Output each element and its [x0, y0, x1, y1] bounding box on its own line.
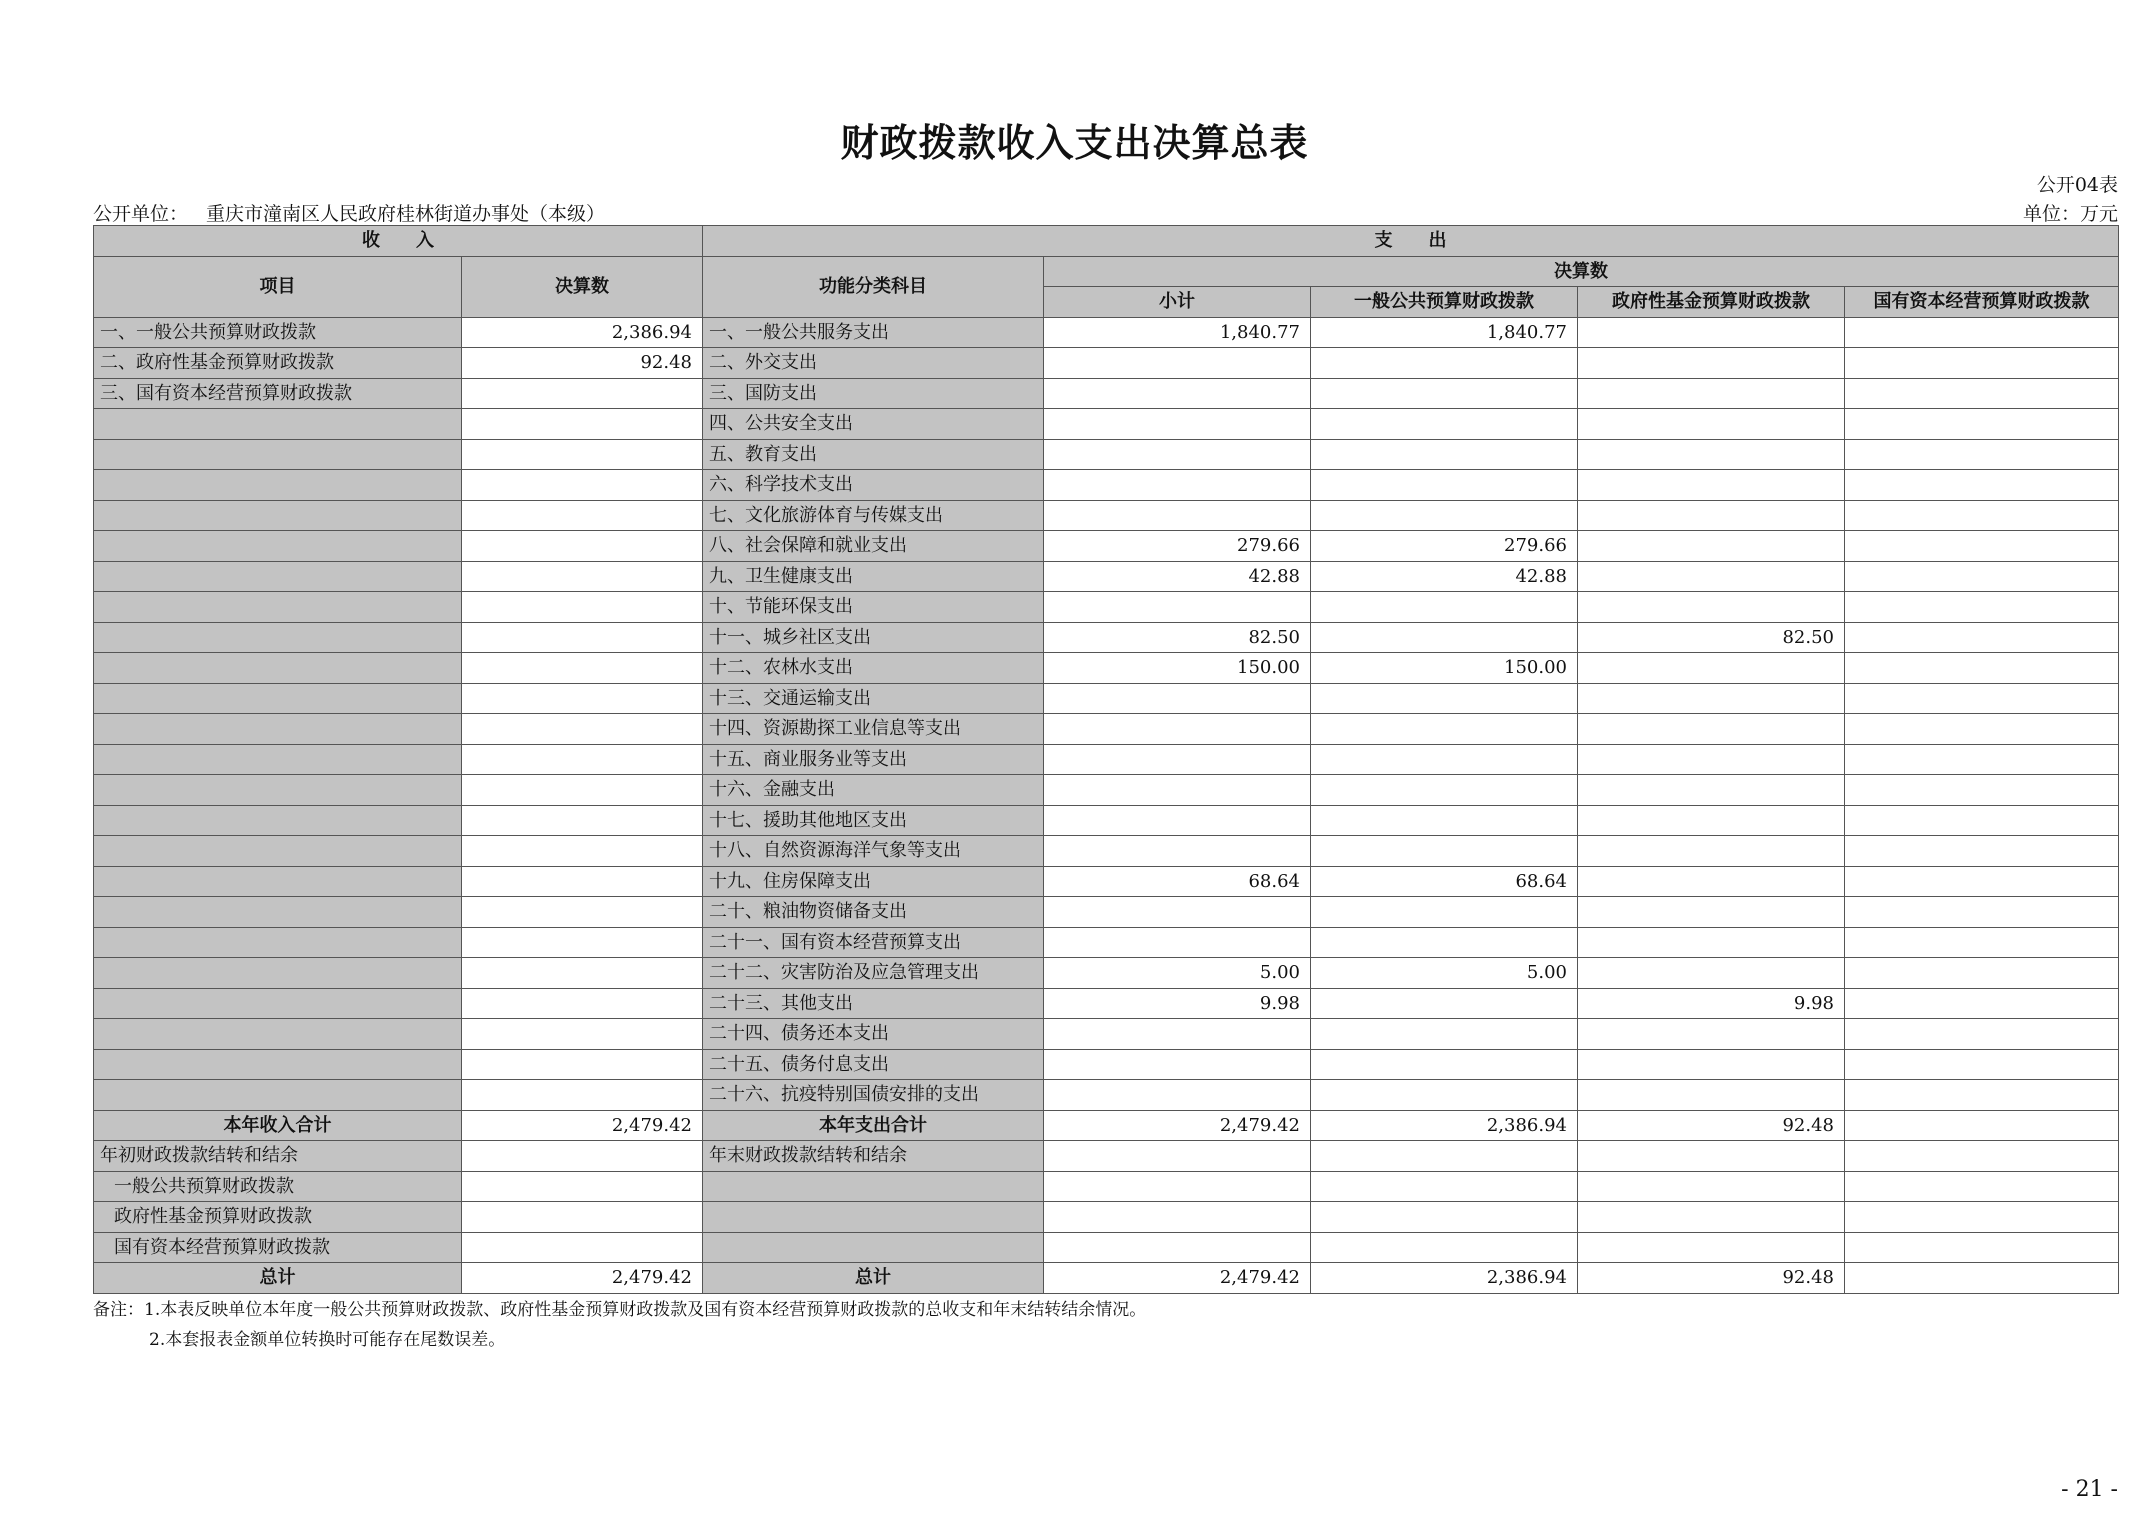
- expense-item: 六、科学技术支出: [703, 470, 1044, 501]
- expense-capital: [1845, 561, 2119, 592]
- expense-item: 七、文化旅游体育与传媒支出: [703, 500, 1044, 531]
- general-budget-header: 一般公共预算财政拨款: [1311, 287, 1578, 318]
- income-item: 三、国有资本经营预算财政拨款: [94, 378, 462, 409]
- expense-item: 十二、农林水支出: [703, 653, 1044, 684]
- income-item: [94, 805, 462, 836]
- carry-sub-cell: [1578, 1202, 1845, 1233]
- expense-item: 十三、交通运输支出: [703, 683, 1044, 714]
- summary-body: [94, 1110, 2119, 1293]
- income-item: [94, 409, 462, 440]
- income-item: [94, 470, 462, 501]
- income-amount: [462, 958, 703, 989]
- expense-fund: [1578, 744, 1845, 775]
- income-item: [94, 775, 462, 806]
- income-amount: [462, 927, 703, 958]
- expense-item: 四、公共安全支出: [703, 409, 1044, 440]
- begin-balance-value: [462, 1141, 703, 1172]
- expense-subtotal: [1044, 500, 1311, 531]
- income-item: [94, 744, 462, 775]
- expense-item: 九、卫生健康支出: [703, 561, 1044, 592]
- income-amount: [462, 622, 703, 653]
- expense-subtotal: [1044, 409, 1311, 440]
- income-amount: [462, 805, 703, 836]
- expense-subtotal: 9.98: [1044, 988, 1311, 1019]
- expense-item: 一、一般公共服务支出: [703, 317, 1044, 348]
- income-amount: [462, 439, 703, 470]
- carry-sub-item: 国有资本经营预算财政拨款: [94, 1232, 462, 1263]
- expense-general: 1,840.77: [1311, 317, 1578, 348]
- carry-sub-value: [462, 1232, 703, 1263]
- grand-income-total-value: 2,479.42: [462, 1263, 703, 1294]
- income-amount: [462, 866, 703, 897]
- income-amount: [462, 378, 703, 409]
- expense-item: 二十三、其他支出: [703, 988, 1044, 1019]
- carry-sub-cell: [1044, 1171, 1311, 1202]
- expense-item: 二十、粮油物资储备支出: [703, 897, 1044, 928]
- table-row: [94, 897, 2119, 928]
- end-balance-fund: [1578, 1141, 1845, 1172]
- income-item: [94, 836, 462, 867]
- expense-fund: [1578, 897, 1845, 928]
- expense-general: [1311, 1080, 1578, 1111]
- money-unit: 单位：万元: [2022, 203, 2118, 225]
- unit-info-row: [93, 199, 2118, 225]
- expense-capital: [1845, 1080, 2119, 1111]
- organization: [93, 199, 605, 226]
- income-item: [94, 897, 462, 928]
- expense-item: 二十二、灾害防治及应急管理支出: [703, 958, 1044, 989]
- expense-capital: [1845, 317, 2119, 348]
- expense-fund: [1578, 927, 1845, 958]
- table-row: [94, 927, 2119, 958]
- expense-capital: [1845, 531, 2119, 562]
- carry-sub-cell: [1578, 1232, 1845, 1263]
- table-row: [94, 531, 2119, 562]
- expense-fund: [1578, 714, 1845, 745]
- expense-general: [1311, 897, 1578, 928]
- income-item: [94, 439, 462, 470]
- expense-subtotal: [1044, 805, 1311, 836]
- income-item: [94, 958, 462, 989]
- table-row: [94, 409, 2119, 440]
- expense-subtotal: 42.88: [1044, 561, 1311, 592]
- expense-header: 支 出: [703, 226, 2119, 257]
- income-amount: [462, 1080, 703, 1111]
- expense-capital: [1845, 500, 2119, 531]
- expense-fund: [1578, 958, 1845, 989]
- expense-capital: [1845, 988, 2119, 1019]
- expense-fund: [1578, 1080, 1845, 1111]
- expense-subtotal: 279.66: [1044, 531, 1311, 562]
- income-amount: [462, 775, 703, 806]
- expense-subtotal: 82.50: [1044, 622, 1311, 653]
- income-item: [94, 1049, 462, 1080]
- expense-general: [1311, 1049, 1578, 1080]
- income-amount: [462, 836, 703, 867]
- expense-fund: [1578, 439, 1845, 470]
- carry-sub-cell: [1311, 1171, 1578, 1202]
- table-row: [94, 866, 2119, 897]
- income-item: 一、一般公共预算财政拨款: [94, 317, 462, 348]
- grand-income-total-label: 总计: [94, 1263, 462, 1294]
- carry-sub-cell: [1845, 1232, 2119, 1263]
- carry-sub-value: [462, 1202, 703, 1233]
- form-number: 公开04表: [2036, 174, 2118, 196]
- expense-fund: 82.50: [1578, 622, 1845, 653]
- expense-fund: [1578, 500, 1845, 531]
- carry-sub-cell: [1044, 1232, 1311, 1263]
- carry-sub-cell: [1845, 1202, 2119, 1233]
- grand-expense-general: 2,386.94: [1311, 1263, 1578, 1294]
- end-balance-general: [1311, 1141, 1578, 1172]
- expense-fund: [1578, 805, 1845, 836]
- expense-capital: [1845, 683, 2119, 714]
- end-balance-capital: [1845, 1141, 2119, 1172]
- subtotal-header: 小计: [1044, 287, 1311, 318]
- table-row: [94, 439, 2119, 470]
- expense-subtotal: [1044, 836, 1311, 867]
- year-expense-general: 2,386.94: [1311, 1110, 1578, 1141]
- expense-general: 279.66: [1311, 531, 1578, 562]
- note-1: 备注：1.本表反映单位本年度一般公共预算财政拨款、政府性基金预算财政拨款及国有资本经营预算财政拨款的总收支和年末结转结余情况。: [93, 1300, 1147, 1320]
- income-amount: [462, 897, 703, 928]
- expense-item: 十六、金融支出: [703, 775, 1044, 806]
- item-header: 项目: [94, 256, 462, 317]
- gov-fund-header: 政府性基金预算财政拨款: [1578, 287, 1845, 318]
- expense-capital: [1845, 866, 2119, 897]
- expense-capital: [1845, 592, 2119, 623]
- income-item: [94, 714, 462, 745]
- expense-general: [1311, 744, 1578, 775]
- expense-subtotal: [1044, 1049, 1311, 1080]
- table-row: [94, 378, 2119, 409]
- expense-subtotal: [1044, 744, 1311, 775]
- carry-sub-cell: [1311, 1202, 1578, 1233]
- grand-expense-total-label: 总计: [703, 1263, 1044, 1294]
- expense-general: [1311, 836, 1578, 867]
- income-amount: [462, 653, 703, 684]
- table-row: [94, 683, 2119, 714]
- income-item: [94, 866, 462, 897]
- income-item: [94, 988, 462, 1019]
- income-item: [94, 683, 462, 714]
- expense-subtotal: [1044, 897, 1311, 928]
- income-amount: [462, 592, 703, 623]
- notes: [93, 1295, 1146, 1355]
- carry-row: [94, 1141, 2119, 1172]
- budget-table: [93, 225, 2119, 1294]
- income-amount: 2,386.94: [462, 317, 703, 348]
- expense-capital: [1845, 622, 2119, 653]
- expense-general: [1311, 988, 1578, 1019]
- carry-sub-item: 政府性基金预算财政拨款: [94, 1202, 462, 1233]
- expense-subtotal: [1044, 714, 1311, 745]
- expense-subtotal: [1044, 683, 1311, 714]
- expense-general: [1311, 622, 1578, 653]
- final-amount-header: 决算数: [1044, 256, 2119, 287]
- expense-fund: [1578, 470, 1845, 501]
- expense-general: 5.00: [1311, 958, 1578, 989]
- year-total-row: [94, 1110, 2119, 1141]
- table-row: [94, 775, 2119, 806]
- income-item: [94, 1019, 462, 1050]
- carry-sub-cell: [1044, 1202, 1311, 1233]
- grand-expense-fund: 92.48: [1578, 1263, 1845, 1294]
- expense-general: [1311, 348, 1578, 379]
- expense-item: 二、外交支出: [703, 348, 1044, 379]
- expense-fund: [1578, 409, 1845, 440]
- table-row: [94, 1049, 2119, 1080]
- expense-item: 二十一、国有资本经营预算支出: [703, 927, 1044, 958]
- expense-general: [1311, 470, 1578, 501]
- expense-capital: [1845, 439, 2119, 470]
- carry-sub-row: [94, 1232, 2119, 1263]
- expense-capital: [1845, 897, 2119, 928]
- expense-fund: [1578, 561, 1845, 592]
- income-item: [94, 927, 462, 958]
- expense-capital: [1845, 378, 2119, 409]
- expense-capital: [1845, 409, 2119, 440]
- carry-sub-item: 一般公共预算财政拨款: [94, 1171, 462, 1202]
- state-capital-header: 国有资本经营预算财政拨款: [1845, 287, 2119, 318]
- expense-capital: [1845, 775, 2119, 806]
- expense-general: 68.64: [1311, 866, 1578, 897]
- income-amount: [462, 561, 703, 592]
- table-row: [94, 805, 2119, 836]
- expense-general: [1311, 1019, 1578, 1050]
- expense-fund: 9.98: [1578, 988, 1845, 1019]
- expense-fund: [1578, 866, 1845, 897]
- income-item: [94, 592, 462, 623]
- carry-sub-row: [94, 1171, 2119, 1202]
- income-amount: [462, 531, 703, 562]
- expense-capital: [1845, 1019, 2119, 1050]
- expense-item: 三、国防支出: [703, 378, 1044, 409]
- begin-balance-label: 年初财政拨款结转和结余: [94, 1141, 462, 1172]
- amount-header: 决算数: [462, 256, 703, 317]
- expense-item: 二十四、债务还本支出: [703, 1019, 1044, 1050]
- income-item: [94, 622, 462, 653]
- expense-general: [1311, 714, 1578, 745]
- unit-label: 公开单位：: [93, 203, 189, 225]
- expense-general: [1311, 683, 1578, 714]
- expense-subtotal: [1044, 775, 1311, 806]
- carry-sub-exp: [703, 1202, 1044, 1233]
- income-amount: [462, 1019, 703, 1050]
- income-amount: [462, 1049, 703, 1080]
- expense-fund: [1578, 836, 1845, 867]
- expense-fund: [1578, 348, 1845, 379]
- expense-item: 二十六、抗疫特别国债安排的支出: [703, 1080, 1044, 1111]
- income-amount: [462, 470, 703, 501]
- income-item: [94, 531, 462, 562]
- income-amount: [462, 409, 703, 440]
- unit-name: 重庆市潼南区人民政府桂林街道办事处（本级）: [206, 203, 606, 225]
- end-balance-label: 年末财政拨款结转和结余: [703, 1141, 1044, 1172]
- expense-capital: [1845, 744, 2119, 775]
- expense-item: 二十五、债务付息支出: [703, 1049, 1044, 1080]
- expense-fund: [1578, 592, 1845, 623]
- expense-item: 十八、自然资源海洋气象等支出: [703, 836, 1044, 867]
- expense-capital: [1845, 1049, 2119, 1080]
- expense-general: [1311, 775, 1578, 806]
- expense-subtotal: [1044, 1080, 1311, 1111]
- grand-total-row: [94, 1263, 2119, 1294]
- table-row: [94, 714, 2119, 745]
- income-header: 收 入: [94, 226, 703, 257]
- expense-fund: [1578, 683, 1845, 714]
- note-2: 2.本套报表金额单位转换时可能存在尾数误差。: [149, 1330, 506, 1350]
- expense-item: 八、社会保障和就业支出: [703, 531, 1044, 562]
- income-amount: 92.48: [462, 348, 703, 379]
- grand-expense-subtotal: 2,479.42: [1044, 1263, 1311, 1294]
- income-amount: [462, 500, 703, 531]
- income-amount: [462, 744, 703, 775]
- year-expense-capital: [1845, 1110, 2119, 1141]
- page-number: - 21 -: [2061, 1477, 2118, 1502]
- expense-item: 十五、商业服务业等支出: [703, 744, 1044, 775]
- carry-sub-cell: [1578, 1171, 1845, 1202]
- expense-general: [1311, 378, 1578, 409]
- expense-capital: [1845, 927, 2119, 958]
- table-row: [94, 622, 2119, 653]
- table-row: [94, 470, 2119, 501]
- expense-subtotal: [1044, 348, 1311, 379]
- year-income-total-label: 本年收入合计: [94, 1110, 462, 1141]
- expense-capital: [1845, 836, 2119, 867]
- page-title: 财政拨款收入支出决算总表: [840, 121, 1309, 165]
- expense-general: [1311, 927, 1578, 958]
- table-row: [94, 958, 2119, 989]
- table-row: [94, 500, 2119, 531]
- expense-item: 十一、城乡社区支出: [703, 622, 1044, 653]
- carry-sub-row: [94, 1202, 2119, 1233]
- carry-sub-cell: [1311, 1232, 1578, 1263]
- income-item: 二、政府性基金预算财政拨款: [94, 348, 462, 379]
- table-row: [94, 348, 2119, 379]
- expense-fund: [1578, 531, 1845, 562]
- expense-general: [1311, 592, 1578, 623]
- carry-sub-exp: [703, 1232, 1044, 1263]
- func-class-header: 功能分类科目: [703, 256, 1044, 317]
- income-item: [94, 1080, 462, 1111]
- table-row: [94, 653, 2119, 684]
- income-item: [94, 500, 462, 531]
- table-row: [94, 988, 2119, 1019]
- table-row: [94, 836, 2119, 867]
- expense-fund: [1578, 378, 1845, 409]
- table-row: [94, 592, 2119, 623]
- expense-general: 150.00: [1311, 653, 1578, 684]
- expense-subtotal: [1044, 378, 1311, 409]
- table-row: [94, 744, 2119, 775]
- expense-capital: [1845, 348, 2119, 379]
- expense-capital: [1845, 958, 2119, 989]
- expense-item: 十七、援助其他地区支出: [703, 805, 1044, 836]
- expense-general: [1311, 805, 1578, 836]
- table-row: [94, 1080, 2119, 1111]
- expense-subtotal: 68.64: [1044, 866, 1311, 897]
- carry-sub-value: [462, 1171, 703, 1202]
- expense-general: [1311, 409, 1578, 440]
- expense-capital: [1845, 470, 2119, 501]
- expense-capital: [1845, 714, 2119, 745]
- expense-subtotal: [1044, 927, 1311, 958]
- table-row: [94, 1019, 2119, 1050]
- expense-fund: [1578, 1019, 1845, 1050]
- expense-fund: [1578, 1049, 1845, 1080]
- income-amount: [462, 683, 703, 714]
- expense-subtotal: [1044, 439, 1311, 470]
- expense-subtotal: 150.00: [1044, 653, 1311, 684]
- expense-fund: [1578, 653, 1845, 684]
- expense-subtotal: [1044, 1019, 1311, 1050]
- expense-general: [1311, 439, 1578, 470]
- table-row: [94, 317, 2119, 348]
- carry-sub-cell: [1845, 1171, 2119, 1202]
- income-amount: [462, 988, 703, 1019]
- table-row: [94, 561, 2119, 592]
- expense-item: 十四、资源勘探工业信息等支出: [703, 714, 1044, 745]
- expense-capital: [1845, 653, 2119, 684]
- expense-fund: [1578, 317, 1845, 348]
- year-income-total-value: 2,479.42: [462, 1110, 703, 1141]
- year-expense-fund: 92.48: [1578, 1110, 1845, 1141]
- expense-item: 十九、住房保障支出: [703, 866, 1044, 897]
- expense-fund: [1578, 775, 1845, 806]
- grand-expense-capital: [1845, 1263, 2119, 1294]
- year-expense-subtotal: 2,479.42: [1044, 1110, 1311, 1141]
- income-item: [94, 653, 462, 684]
- expense-general: [1311, 500, 1578, 531]
- income-item: [94, 561, 462, 592]
- expense-capital: [1845, 805, 2119, 836]
- year-expense-total-label: 本年支出合计: [703, 1110, 1044, 1141]
- carry-sub-exp: [703, 1171, 1044, 1202]
- table-body: [94, 317, 2119, 1110]
- expense-item: 五、教育支出: [703, 439, 1044, 470]
- income-amount: [462, 714, 703, 745]
- expense-subtotal: [1044, 592, 1311, 623]
- end-balance-subtotal: [1044, 1141, 1311, 1172]
- expense-general: 42.88: [1311, 561, 1578, 592]
- expense-subtotal: [1044, 470, 1311, 501]
- expense-subtotal: 1,840.77: [1044, 317, 1311, 348]
- expense-item: 十、节能环保支出: [703, 592, 1044, 623]
- expense-subtotal: 5.00: [1044, 958, 1311, 989]
